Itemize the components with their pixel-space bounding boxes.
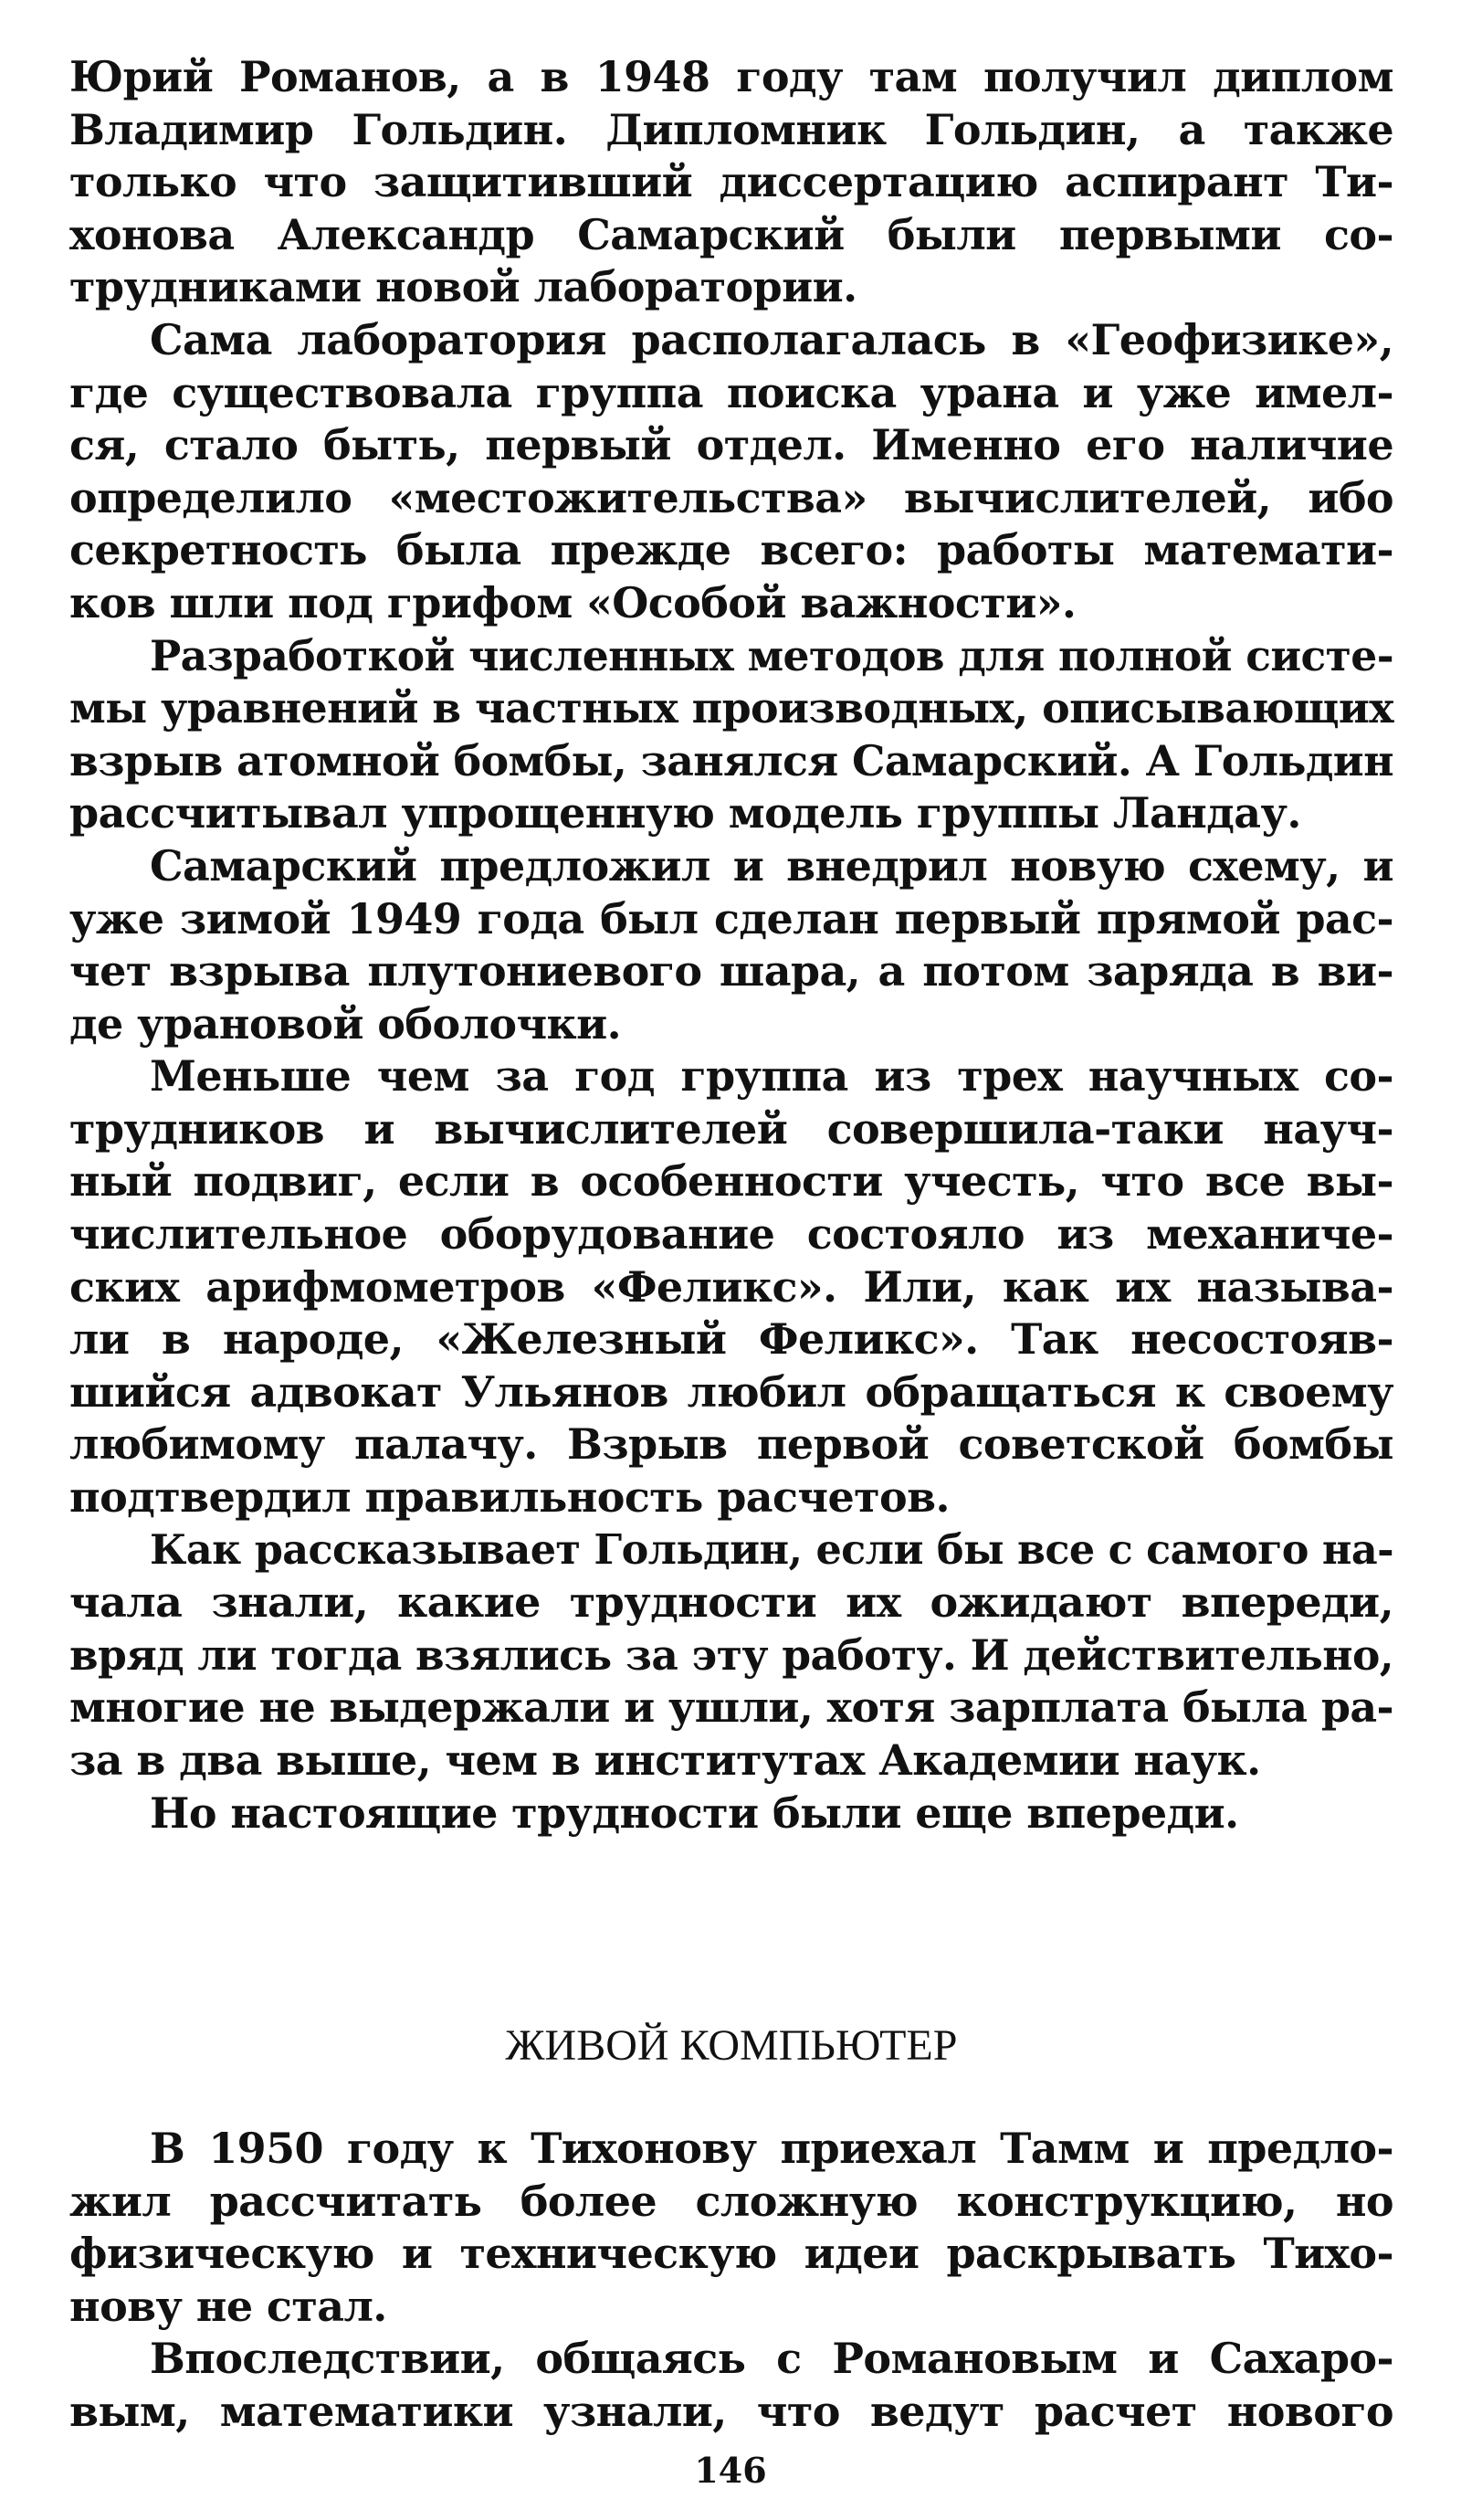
text-line: физическую и техническую идеи раскрывать Тихо- (69, 2229, 1393, 2279)
text-line: хонова Александр Самарский были первыми со- (69, 209, 1393, 259)
text-line: взрыв атомной бомбы, занялся Самарский. А Гольдин (69, 735, 1393, 786)
text-line: ся, стало быть, первый отдел. Именно его наличие (69, 420, 1393, 470)
text-line: ли в народе, «Железный Феликс». Так несостояв- (69, 1314, 1393, 1365)
text-line: нову не стал. (69, 2281, 387, 2331)
text-line: подтвердил правильность расчетов. (69, 1472, 950, 1523)
text-line: Владимир Гольдин. Дипломник Гольдин, а также (69, 104, 1393, 154)
text-line: где существовала группа поиска урана и уже имел- (69, 367, 1393, 417)
text-line: Юрий Романов, а в 1948 году там получил диплом (69, 52, 1393, 101)
text-line: В 1950 году к Тихонову приехал Тамм и предло- (150, 2124, 1393, 2173)
text-line: Сама лаборатория располагалась в «Геофизике», (150, 314, 1393, 364)
text-line: числительное оборудование состояло из механиче- (69, 1209, 1393, 1260)
text-block-bottom (69, 2123, 1393, 2439)
text-line: уже зимой 1949 года был сделан первый прямой рас- (69, 893, 1393, 944)
text-block-top (69, 51, 1393, 1840)
text-line: Как рассказывает Гольдин, если бы все с самого на- (150, 1525, 1393, 1574)
text-line: ков шли под грифом «Особой важности». (69, 577, 1077, 627)
text-line: многие не выдержали и ушли, хотя зарплата была ра- (69, 1682, 1393, 1733)
section-heading: ЖИВОЙ КОМПЬЮТЕР (505, 2021, 958, 2070)
text-line: ный подвиг, если в особенности учесть, что все вы- (69, 1156, 1393, 1207)
text-line: Меньше чем за год группа из трех научных со- (150, 1051, 1393, 1102)
text-line: Разработкой численных методов для полной систе- (150, 630, 1393, 680)
text-line: Впоследствии, общаясь с Романовым и Сахаро- (150, 2334, 1393, 2384)
text-line: вряд ли тогда взялись за эту работу. И действительно, (69, 1629, 1393, 1680)
text-line: Но настоящие трудности были еще впереди. (150, 1787, 1239, 1838)
text-line: шийся адвокат Ульянов любил обращаться к своему (69, 1366, 1393, 1417)
text-line: только что защитивший диссертацию аспирант Ти- (69, 157, 1393, 207)
text-line: мы уравнений в частных производных, описывающих (69, 683, 1393, 733)
text-line: за в два выше, чем в институтах Академии наук. (69, 1735, 1261, 1785)
text-line: жил рассчитать более сложную конструкцию, но (69, 2176, 1393, 2226)
text-line: чала знали, какие трудности их ожидают впереди, (69, 1577, 1393, 1628)
text-line: определило «местожительства» вычислителей, ибо (69, 472, 1393, 522)
text-line: секретность была прежде всего: работы математи- (69, 525, 1393, 575)
text-line: трудниками новой лаборатории. (69, 262, 857, 312)
text-line: де урановой оболочки. (69, 998, 622, 1049)
text-line: Самарский предложил и внедрил новую схему, и (150, 840, 1393, 891)
text-line: ских арифмометров «Феликс». Или, как их называ- (69, 1261, 1393, 1312)
text-line: любимому палачу. Взрыв первой советской бомбы (69, 1419, 1393, 1470)
text-line: трудников и вычислителей совершила-таки науч- (69, 1103, 1393, 1154)
text-line: вым, математики узнали, что ведут расчет нового (69, 2386, 1393, 2436)
text-line: рассчитывал упрощенную модель группы Ландау. (69, 788, 1301, 838)
page-number: 146 (694, 2450, 767, 2491)
text-line: чет взрыва плутониевого шара, а потом заряда в ви- (69, 946, 1393, 996)
